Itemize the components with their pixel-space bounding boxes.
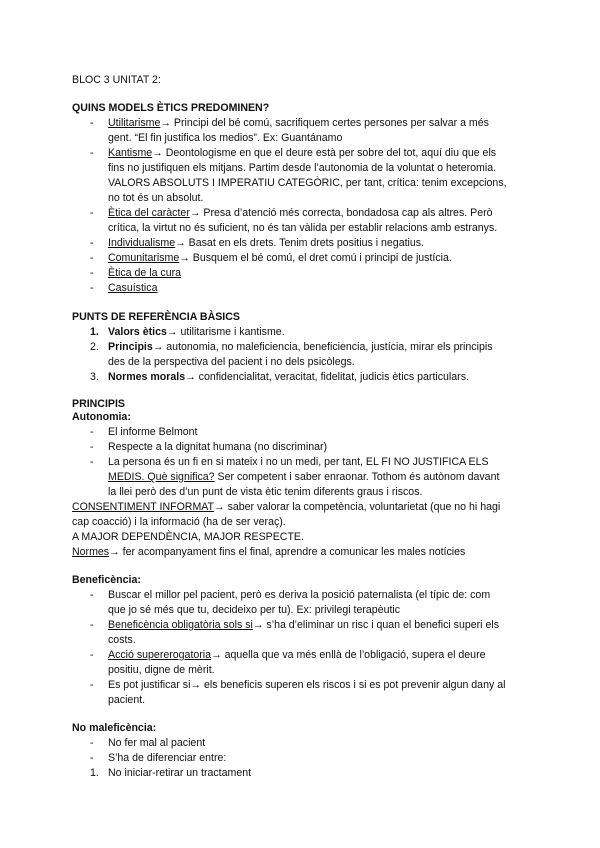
- bullet: -: [90, 267, 94, 279]
- item-etica-caracter-cont: crítica, la virtut no és suficient, no és tan vàlida per establir relacions amb estranys.: [108, 222, 498, 234]
- beneficencia-item-cont: que jo sé més que tu, decideixo per tu). Ex: privilegi terapèutic: [108, 604, 401, 616]
- item-utilitarisme: Utilitarisme→ Principi del bé comú, sacrifiquem certes persones per salvar a més: [108, 117, 489, 129]
- heading-principis: PRINCIPIS: [72, 398, 125, 410]
- item-etica-cura: Ètica de la cura: [108, 267, 182, 279]
- list-number: 1.: [90, 326, 99, 338]
- item-kantisme-cont: fins no justifiquen els mitjans. Partim desde l’autonomia de la voluntat o heteromia.: [108, 162, 497, 174]
- doc-title: BLOC 3 UNITAT 2:: [72, 74, 161, 86]
- autonomia-item: El informe Belmont: [108, 426, 198, 438]
- bullet: -: [90, 752, 94, 764]
- list-number: 1.: [90, 767, 99, 779]
- bullet: -: [90, 441, 94, 453]
- item-principis: Principis→ autonomia, no maleficiencia, beneficiencia, justícia, mirar els principis: [108, 341, 493, 353]
- accio-supererogatoria-cont: positiu, digne de mèrit.: [108, 664, 215, 676]
- bullet: -: [90, 737, 94, 749]
- item-utilitarisme-cont: gent. “El fin justifica los medios”. Ex: Guantánamo: [108, 132, 343, 144]
- item-casuistica: Casuística: [108, 282, 158, 294]
- autonomia-item: Respecte a la dignitat humana (no discriminar): [108, 441, 328, 453]
- bullet: -: [90, 649, 94, 661]
- bullet: -: [90, 237, 94, 249]
- item-kantisme-cont: no tot és un absolut.: [108, 192, 204, 204]
- normes-line: Normes→ fer acompanyament fins el final, aprendre a comunicar les males notícies: [72, 546, 466, 558]
- list-number: 2.: [90, 341, 99, 353]
- item-individualisme: Individualisme→ Basat en els drets. Tenim drets positius i negatius.: [108, 237, 425, 249]
- autonomia-item: La persona és un fi en si mateix i no un medi, per tant, EL FI NO JUSTIFICA ELS: [108, 456, 489, 468]
- item-comunitarisme: Comunitarisme→ Busquem el bé comú, el dret comú i principi de justícia.: [108, 252, 452, 264]
- major-dependencia: A MAJOR DEPENDÈNCIA, MAJOR RESPECTE.: [72, 531, 304, 543]
- no-maleficencia-item: No iniciar-retirar un tractament: [108, 767, 252, 779]
- bullet: -: [90, 117, 94, 129]
- item-kantisme-cont: VALORS ABSOLUTS I IMPERATIU CATEGÒRIC, per tant, crítica: tenim excepcions,: [108, 177, 507, 189]
- bullet: -: [90, 252, 94, 264]
- item-kantisme: Kantisme→ Deontologisme en que el deure està per sobre del tot, aquí diu que els: [108, 147, 497, 159]
- heading-models: QUINS MODELS ÈTICS PREDOMINEN?: [72, 102, 270, 114]
- item-valors-etics: Valors ètics→ utilitarisme i kantisme.: [108, 326, 285, 338]
- subheading-beneficencia: Beneficència:: [72, 574, 141, 586]
- consentiment-informat-cont: cap coacció) i la informació (ha de ser veraç).: [72, 516, 286, 528]
- consentiment-informat: CONSENTIMENT INFORMAT→ saber valorar la competència, voluntarietat (que no hi hagi: [72, 501, 501, 513]
- bullet: -: [90, 282, 94, 294]
- beneficencia-item: Buscar el millor pel pacient, però es deriva la posició paternalista (el típic de: com: [108, 589, 491, 601]
- no-maleficencia-item: No fer mal al pacient: [108, 737, 206, 749]
- item-normes-morals: Normes morals→ confidencialitat, veracitat, fidelitat, judicis ètics particulars.: [108, 371, 469, 383]
- bullet: -: [90, 619, 94, 631]
- subheading-no-maleficencia: No maleficència:: [72, 722, 157, 734]
- beneficencia-obligatoria-cont: costs.: [108, 634, 136, 646]
- autonomia-item-cont: la llei però des d’un punt de vista ètic tenim diferents graus i riscos.: [108, 486, 423, 498]
- no-maleficencia-item: S’ha de diferenciar entre:: [108, 752, 227, 764]
- bullet: -: [90, 589, 94, 601]
- bullet: -: [90, 456, 94, 468]
- item-etica-caracter: Ètica del caràcter→ Presa d’atenció més correcta, bondadosa cap als altres. Però: [108, 207, 493, 219]
- item-principis-cont: des de la perspectiva del pacient i no dels psicòlegs.: [108, 356, 355, 368]
- beneficencia-item-cont: pacient.: [108, 694, 146, 706]
- bullet: -: [90, 147, 94, 159]
- beneficencia-obligatoria: Beneficència obligatòria sols si→ s’ha d’eliminar un risc i quan el benefici superi els: [108, 619, 500, 631]
- beneficencia-item: Es pot justificar si→ els beneficis superen els riscos i si es pot prevenir algun dany al: [108, 679, 506, 691]
- bullet: -: [90, 207, 94, 219]
- accio-supererogatoria: Acció supererogatoria→ aquella que va més enllà de l’obligació, supera el deure: [108, 649, 486, 661]
- list-number: 3.: [90, 371, 99, 383]
- bullet: -: [90, 679, 94, 691]
- bullet: -: [90, 426, 94, 438]
- subheading-autonomia: Autonomia:: [72, 411, 131, 423]
- autonomia-item-cont: MEDIS. Què significa? Ser competent i saber enraonar. Tothom és autònom davant: [108, 471, 500, 483]
- heading-punts: PUNTS DE REFERÈNCIA BÀSICS: [72, 311, 240, 323]
